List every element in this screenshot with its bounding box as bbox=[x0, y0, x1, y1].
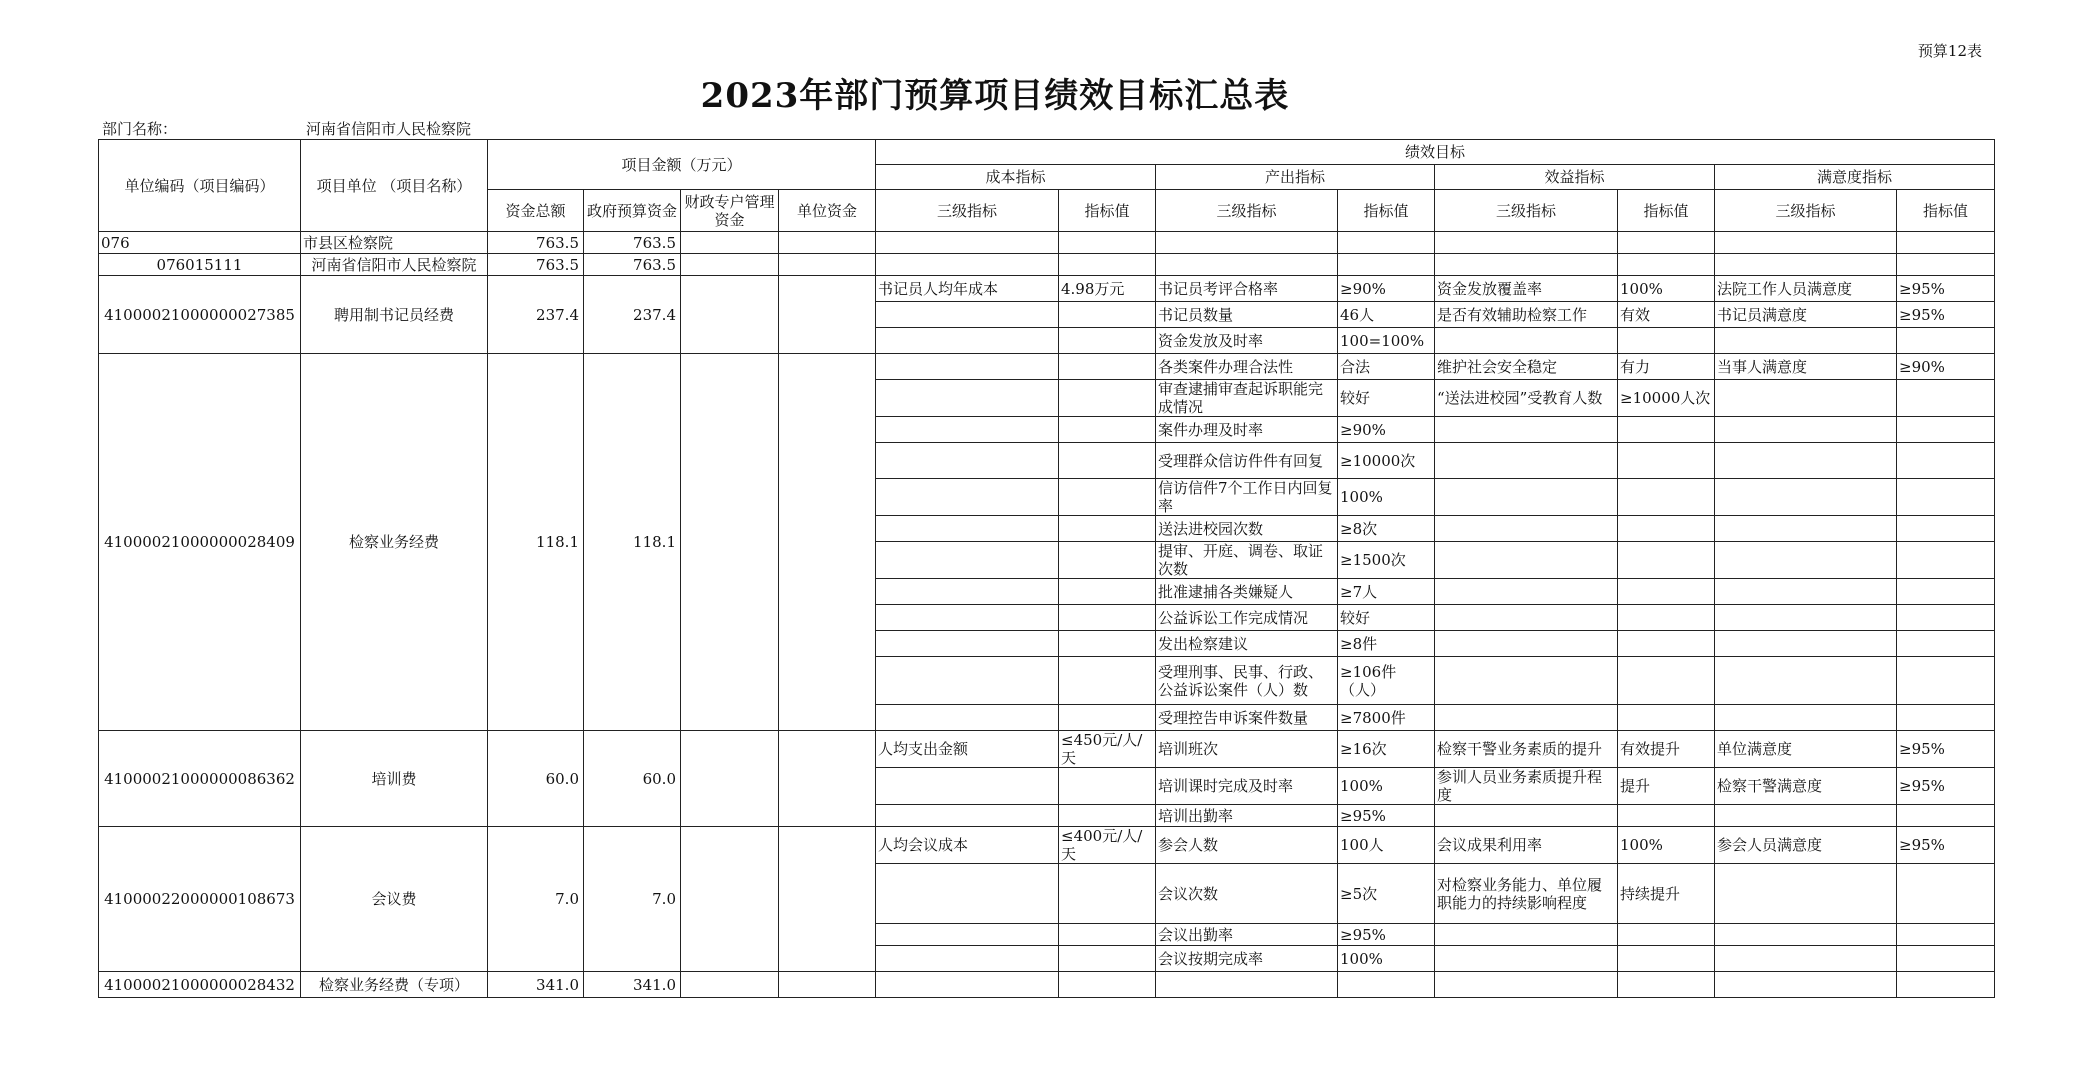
benefit-value-cell bbox=[1618, 924, 1715, 946]
satisfaction-indicator-cell bbox=[1715, 657, 1897, 705]
benefit-value-cell bbox=[1618, 946, 1715, 972]
table-row bbox=[99, 232, 1995, 254]
benefit-value-cell bbox=[1618, 516, 1715, 542]
output-value-cell: ≥90% bbox=[1338, 417, 1435, 443]
benefit-indicator-cell bbox=[1435, 705, 1618, 731]
department-label: 部门名称： bbox=[102, 120, 178, 138]
benefit-value-cell bbox=[1618, 631, 1715, 657]
gov-budget-cell: 341.0 bbox=[584, 972, 681, 998]
project-name-cell: 检察业务经费 bbox=[301, 354, 488, 731]
header-satisfaction-value: 指标值 bbox=[1897, 190, 1995, 232]
header-satisfaction-category: 满意度指标 bbox=[1715, 165, 1995, 190]
satisfaction-indicator-cell bbox=[1715, 924, 1897, 946]
output-indicator-cell: 培训班次 bbox=[1156, 731, 1338, 768]
project-name-cell: 河南省信阳市人民检察院 bbox=[301, 254, 488, 276]
table-row bbox=[99, 827, 1995, 864]
satisfaction-value-cell bbox=[1897, 542, 1995, 579]
cost-value-cell bbox=[1059, 542, 1156, 579]
satisfaction-value-cell bbox=[1897, 924, 1995, 946]
special-account-cell bbox=[681, 232, 779, 254]
total-fund-cell: 7.0 bbox=[488, 827, 584, 972]
satisfaction-value-cell bbox=[1897, 946, 1995, 972]
satisfaction-value-cell bbox=[1897, 232, 1995, 254]
cost-value-cell: ≤400元/人/天 bbox=[1059, 827, 1156, 864]
output-indicator-cell: 受理控告申诉案件数量 bbox=[1156, 705, 1338, 731]
department-value: 河南省信阳市人民检察院 bbox=[306, 120, 472, 138]
performance-table bbox=[98, 139, 1995, 998]
output-indicator-cell: 会议按期完成率 bbox=[1156, 946, 1338, 972]
cost-indicator-cell bbox=[876, 605, 1059, 631]
header-performance-group: 绩效目标 bbox=[876, 140, 1995, 165]
output-value-cell: ≥8次 bbox=[1338, 516, 1435, 542]
header-special-account: 财政专户管理资金 bbox=[681, 190, 779, 232]
gov-budget-cell: 118.1 bbox=[584, 354, 681, 731]
benefit-value-cell: 持续提升 bbox=[1618, 864, 1715, 924]
cost-value-cell: ≤450元/人/天 bbox=[1059, 731, 1156, 768]
satisfaction-value-cell: ≥95% bbox=[1897, 302, 1995, 328]
benefit-value-cell bbox=[1618, 705, 1715, 731]
cost-indicator-cell bbox=[876, 328, 1059, 354]
satisfaction-indicator-cell bbox=[1715, 328, 1897, 354]
benefit-value-cell bbox=[1618, 479, 1715, 516]
unit-code-cell: 076 bbox=[99, 232, 301, 254]
satisfaction-value-cell bbox=[1897, 972, 1995, 998]
header-cost-category: 成本指标 bbox=[876, 165, 1156, 190]
gov-budget-cell: 237.4 bbox=[584, 276, 681, 354]
output-indicator-cell: 发出检察建议 bbox=[1156, 631, 1338, 657]
cost-indicator-cell bbox=[876, 232, 1059, 254]
project-name-cell: 培训费 bbox=[301, 731, 488, 827]
benefit-value-cell bbox=[1618, 579, 1715, 605]
benefit-indicator-cell: 资金发放覆盖率 bbox=[1435, 276, 1618, 302]
unit-code-cell: 41000021000000028432 bbox=[99, 972, 301, 998]
satisfaction-value-cell: ≥95% bbox=[1897, 276, 1995, 302]
output-value-cell: 100% bbox=[1338, 768, 1435, 805]
benefit-indicator-cell bbox=[1435, 579, 1618, 605]
benefit-indicator-cell: 对检察业务能力、单位履职能力的持续影响程度 bbox=[1435, 864, 1618, 924]
benefit-value-cell: 有效 bbox=[1618, 302, 1715, 328]
unit-code-cell: 41000021000000028409 bbox=[99, 354, 301, 731]
special-account-cell bbox=[681, 254, 779, 276]
satisfaction-indicator-cell: 书记员满意度 bbox=[1715, 302, 1897, 328]
satisfaction-value-cell bbox=[1897, 479, 1995, 516]
cost-indicator-cell: 人均支出金额 bbox=[876, 731, 1059, 768]
unit-fund-cell bbox=[779, 354, 876, 731]
table-row bbox=[99, 354, 1995, 380]
satisfaction-value-cell bbox=[1897, 864, 1995, 924]
benefit-value-cell bbox=[1618, 972, 1715, 998]
header-benefit-level3: 三级指标 bbox=[1435, 190, 1618, 232]
output-indicator-cell: 会议出勤率 bbox=[1156, 924, 1338, 946]
special-account-cell bbox=[681, 354, 779, 731]
output-indicator-cell: 信访信件7个工作日内回复率 bbox=[1156, 479, 1338, 516]
cost-value-cell bbox=[1059, 302, 1156, 328]
cost-indicator-cell bbox=[876, 864, 1059, 924]
cost-indicator-cell bbox=[876, 946, 1059, 972]
output-value-cell: ≥95% bbox=[1338, 805, 1435, 827]
benefit-indicator-cell bbox=[1435, 924, 1618, 946]
output-indicator-cell: 资金发放及时率 bbox=[1156, 328, 1338, 354]
benefit-value-cell bbox=[1618, 805, 1715, 827]
output-value-cell: ≥16次 bbox=[1338, 731, 1435, 768]
benefit-value-cell bbox=[1618, 254, 1715, 276]
cost-value-cell bbox=[1059, 946, 1156, 972]
unit-fund-cell bbox=[779, 276, 876, 354]
benefit-indicator-cell: 参训人员业务素质提升程度 bbox=[1435, 768, 1618, 805]
benefit-indicator-cell: 会议成果利用率 bbox=[1435, 827, 1618, 864]
benefit-indicator-cell: 检察干警业务素质的提升 bbox=[1435, 731, 1618, 768]
output-indicator-cell: 培训课时完成及时率 bbox=[1156, 768, 1338, 805]
satisfaction-indicator-cell bbox=[1715, 443, 1897, 479]
cost-value-cell bbox=[1059, 516, 1156, 542]
header-amount-group: 项目金额（万元） bbox=[488, 140, 876, 190]
benefit-indicator-cell bbox=[1435, 417, 1618, 443]
total-fund-cell: 763.5 bbox=[488, 254, 584, 276]
cost-value-cell bbox=[1059, 972, 1156, 998]
benefit-indicator-cell: “送法进校园”受教育人数 bbox=[1435, 380, 1618, 417]
cost-indicator-cell bbox=[876, 380, 1059, 417]
benefit-value-cell bbox=[1618, 605, 1715, 631]
cost-indicator-cell bbox=[876, 631, 1059, 657]
cost-value-cell bbox=[1059, 631, 1156, 657]
project-name-cell: 聘用制书记员经费 bbox=[301, 276, 488, 354]
satisfaction-indicator-cell bbox=[1715, 605, 1897, 631]
cost-indicator-cell bbox=[876, 924, 1059, 946]
header-cost-value: 指标值 bbox=[1059, 190, 1156, 232]
unit-fund-cell bbox=[779, 232, 876, 254]
output-value-cell: ≥8件 bbox=[1338, 631, 1435, 657]
unit-code-cell: 41000021000000086362 bbox=[99, 731, 301, 827]
satisfaction-value-cell bbox=[1897, 254, 1995, 276]
output-indicator-cell: 审查逮捕审查起诉职能完成情况 bbox=[1156, 380, 1338, 417]
cost-value-cell bbox=[1059, 805, 1156, 827]
satisfaction-value-cell: ≥95% bbox=[1897, 768, 1995, 805]
header-output-level3: 三级指标 bbox=[1156, 190, 1338, 232]
cost-value-cell bbox=[1059, 605, 1156, 631]
satisfaction-indicator-cell bbox=[1715, 972, 1897, 998]
satisfaction-indicator-cell bbox=[1715, 232, 1897, 254]
satisfaction-value-cell: ≥95% bbox=[1897, 827, 1995, 864]
benefit-value-cell: 有力 bbox=[1618, 354, 1715, 380]
cost-indicator-cell bbox=[876, 516, 1059, 542]
table-row bbox=[99, 276, 1995, 302]
output-indicator-cell: 公益诉讼工作完成情况 bbox=[1156, 605, 1338, 631]
satisfaction-value-cell bbox=[1897, 579, 1995, 605]
satisfaction-indicator-cell bbox=[1715, 542, 1897, 579]
output-indicator-cell: 提审、开庭、调卷、取证次数 bbox=[1156, 542, 1338, 579]
page-title: 2023年部门预算项目绩效目标汇总表 bbox=[700, 76, 1290, 116]
output-value-cell: ≥10000次 bbox=[1338, 443, 1435, 479]
output-indicator-cell: 案件办理及时率 bbox=[1156, 417, 1338, 443]
total-fund-cell: 60.0 bbox=[488, 731, 584, 827]
unit-code-cell: 41000021000000027385 bbox=[99, 276, 301, 354]
header-cost-level3: 三级指标 bbox=[876, 190, 1059, 232]
satisfaction-value-cell bbox=[1897, 605, 1995, 631]
satisfaction-value-cell bbox=[1897, 380, 1995, 417]
output-indicator-cell: 各类案件办理合法性 bbox=[1156, 354, 1338, 380]
satisfaction-indicator-cell bbox=[1715, 516, 1897, 542]
satisfaction-indicator-cell bbox=[1715, 417, 1897, 443]
output-value-cell: ≥95% bbox=[1338, 924, 1435, 946]
satisfaction-value-cell bbox=[1897, 805, 1995, 827]
output-value-cell: 较好 bbox=[1338, 380, 1435, 417]
satisfaction-indicator-cell bbox=[1715, 631, 1897, 657]
benefit-value-cell bbox=[1618, 417, 1715, 443]
benefit-value-cell: 提升 bbox=[1618, 768, 1715, 805]
output-value-cell bbox=[1338, 972, 1435, 998]
benefit-value-cell: 100% bbox=[1618, 276, 1715, 302]
satisfaction-indicator-cell bbox=[1715, 579, 1897, 605]
cost-value-cell bbox=[1059, 579, 1156, 605]
gov-budget-cell: 60.0 bbox=[584, 731, 681, 827]
header-output-value: 指标值 bbox=[1338, 190, 1435, 232]
output-value-cell: ≥1500次 bbox=[1338, 542, 1435, 579]
cost-value-cell bbox=[1059, 380, 1156, 417]
total-fund-cell: 118.1 bbox=[488, 354, 584, 731]
header-unit-code: 单位编码（项目编码） bbox=[99, 140, 301, 232]
output-value-cell: ≥7800件 bbox=[1338, 705, 1435, 731]
cost-indicator-cell bbox=[876, 354, 1059, 380]
benefit-indicator-cell bbox=[1435, 542, 1618, 579]
cost-indicator-cell bbox=[876, 443, 1059, 479]
header-benefit-value: 指标值 bbox=[1618, 190, 1715, 232]
satisfaction-indicator-cell: 检察干警满意度 bbox=[1715, 768, 1897, 805]
cost-indicator-cell bbox=[876, 705, 1059, 731]
cost-indicator-cell bbox=[876, 972, 1059, 998]
output-indicator-cell: 送法进校园次数 bbox=[1156, 516, 1338, 542]
satisfaction-indicator-cell bbox=[1715, 380, 1897, 417]
output-value-cell: ≥5次 bbox=[1338, 864, 1435, 924]
benefit-indicator-cell bbox=[1435, 972, 1618, 998]
cost-indicator-cell bbox=[876, 579, 1059, 605]
cost-indicator-cell bbox=[876, 657, 1059, 705]
satisfaction-indicator-cell bbox=[1715, 805, 1897, 827]
satisfaction-value-cell: ≥90% bbox=[1897, 354, 1995, 380]
output-value-cell: 合法 bbox=[1338, 354, 1435, 380]
output-indicator-cell bbox=[1156, 972, 1338, 998]
benefit-value-cell bbox=[1618, 542, 1715, 579]
benefit-indicator-cell bbox=[1435, 328, 1618, 354]
header-benefit-category: 效益指标 bbox=[1435, 165, 1715, 190]
output-value-cell bbox=[1338, 232, 1435, 254]
cost-value-cell bbox=[1059, 254, 1156, 276]
unit-fund-cell bbox=[779, 972, 876, 998]
output-indicator-cell: 受理群众信访件件有回复 bbox=[1156, 443, 1338, 479]
satisfaction-indicator-cell bbox=[1715, 479, 1897, 516]
cost-indicator-cell: 书记员人均年成本 bbox=[876, 276, 1059, 302]
output-value-cell: ≥106件（人） bbox=[1338, 657, 1435, 705]
satisfaction-value-cell bbox=[1897, 657, 1995, 705]
cost-indicator-cell bbox=[876, 254, 1059, 276]
satisfaction-value-cell bbox=[1897, 443, 1995, 479]
benefit-value-cell: 有效提升 bbox=[1618, 731, 1715, 768]
benefit-value-cell bbox=[1618, 657, 1715, 705]
output-indicator-cell bbox=[1156, 254, 1338, 276]
output-indicator-cell: 培训出勤率 bbox=[1156, 805, 1338, 827]
cost-indicator-cell bbox=[876, 542, 1059, 579]
output-indicator-cell: 受理刑事、民事、行政、公益诉讼案件（人）数 bbox=[1156, 657, 1338, 705]
output-indicator-cell: 会议次数 bbox=[1156, 864, 1338, 924]
benefit-indicator-cell bbox=[1435, 232, 1618, 254]
cost-value-cell bbox=[1059, 443, 1156, 479]
cost-indicator-cell bbox=[876, 768, 1059, 805]
table-number: 预算12表 bbox=[1917, 42, 1982, 60]
benefit-indicator-cell: 是否有效辅助检察工作 bbox=[1435, 302, 1618, 328]
satisfaction-indicator-cell bbox=[1715, 864, 1897, 924]
cost-value-cell bbox=[1059, 924, 1156, 946]
header-satisfaction-level3: 三级指标 bbox=[1715, 190, 1897, 232]
benefit-value-cell: 100% bbox=[1618, 827, 1715, 864]
cost-value-cell bbox=[1059, 354, 1156, 380]
benefit-indicator-cell bbox=[1435, 254, 1618, 276]
satisfaction-value-cell bbox=[1897, 328, 1995, 354]
special-account-cell bbox=[681, 276, 779, 354]
satisfaction-indicator-cell: 当事人满意度 bbox=[1715, 354, 1897, 380]
satisfaction-value-cell bbox=[1897, 516, 1995, 542]
cost-value-cell bbox=[1059, 864, 1156, 924]
special-account-cell bbox=[681, 731, 779, 827]
output-value-cell: 100% bbox=[1338, 479, 1435, 516]
unit-fund-cell bbox=[779, 731, 876, 827]
satisfaction-indicator-cell bbox=[1715, 705, 1897, 731]
cost-indicator-cell bbox=[876, 302, 1059, 328]
cost-value-cell bbox=[1059, 417, 1156, 443]
unit-code-cell: 076015111 bbox=[99, 254, 301, 276]
cost-value-cell bbox=[1059, 232, 1156, 254]
output-value-cell bbox=[1338, 254, 1435, 276]
benefit-indicator-cell bbox=[1435, 805, 1618, 827]
project-name-cell: 会议费 bbox=[301, 827, 488, 972]
benefit-value-cell: ≥10000人次 bbox=[1618, 380, 1715, 417]
header-gov-budget: 政府预算资金 bbox=[584, 190, 681, 232]
satisfaction-indicator-cell bbox=[1715, 254, 1897, 276]
cost-indicator-cell: 人均会议成本 bbox=[876, 827, 1059, 864]
output-indicator-cell: 书记员考评合格率 bbox=[1156, 276, 1338, 302]
cost-value-cell bbox=[1059, 657, 1156, 705]
satisfaction-indicator-cell bbox=[1715, 946, 1897, 972]
benefit-value-cell bbox=[1618, 443, 1715, 479]
total-fund-cell: 237.4 bbox=[488, 276, 584, 354]
unit-code-cell: 41000022000000108673 bbox=[99, 827, 301, 972]
header-unit-fund: 单位资金 bbox=[779, 190, 876, 232]
satisfaction-indicator-cell: 参会人员满意度 bbox=[1715, 827, 1897, 864]
satisfaction-value-cell bbox=[1897, 705, 1995, 731]
header-total-fund: 资金总额 bbox=[488, 190, 584, 232]
benefit-indicator-cell bbox=[1435, 516, 1618, 542]
benefit-indicator-cell bbox=[1435, 657, 1618, 705]
unit-fund-cell bbox=[779, 827, 876, 972]
header-unit-name: 项目单位 （项目名称） bbox=[301, 140, 488, 232]
header-output-category: 产出指标 bbox=[1156, 165, 1435, 190]
output-indicator-cell: 批准逮捕各类嫌疑人 bbox=[1156, 579, 1338, 605]
output-value-cell: 46人 bbox=[1338, 302, 1435, 328]
cost-indicator-cell bbox=[876, 805, 1059, 827]
cost-value-cell bbox=[1059, 768, 1156, 805]
output-value-cell: 100% bbox=[1338, 946, 1435, 972]
project-name-cell: 检察业务经费（专项） bbox=[301, 972, 488, 998]
gov-budget-cell: 7.0 bbox=[584, 827, 681, 972]
total-fund-cell: 341.0 bbox=[488, 972, 584, 998]
output-value-cell: 100=100% bbox=[1338, 328, 1435, 354]
total-fund-cell: 763.5 bbox=[488, 232, 584, 254]
cost-value-cell: 4.98万元 bbox=[1059, 276, 1156, 302]
benefit-indicator-cell bbox=[1435, 605, 1618, 631]
output-value-cell: 较好 bbox=[1338, 605, 1435, 631]
cost-indicator-cell bbox=[876, 479, 1059, 516]
output-value-cell: ≥90% bbox=[1338, 276, 1435, 302]
benefit-value-cell bbox=[1618, 328, 1715, 354]
output-indicator-cell: 书记员数量 bbox=[1156, 302, 1338, 328]
benefit-indicator-cell bbox=[1435, 443, 1618, 479]
benefit-indicator-cell: 维护社会安全稳定 bbox=[1435, 354, 1618, 380]
output-indicator-cell: 参会人数 bbox=[1156, 827, 1338, 864]
output-value-cell: ≥7人 bbox=[1338, 579, 1435, 605]
special-account-cell bbox=[681, 972, 779, 998]
output-indicator-cell bbox=[1156, 232, 1338, 254]
cost-value-cell bbox=[1059, 705, 1156, 731]
table-row bbox=[99, 972, 1995, 998]
satisfaction-indicator-cell: 单位满意度 bbox=[1715, 731, 1897, 768]
benefit-indicator-cell bbox=[1435, 479, 1618, 516]
unit-fund-cell bbox=[779, 254, 876, 276]
satisfaction-value-cell bbox=[1897, 631, 1995, 657]
satisfaction-indicator-cell: 法院工作人员满意度 bbox=[1715, 276, 1897, 302]
department-line bbox=[102, 118, 472, 139]
table-row bbox=[99, 254, 1995, 276]
gov-budget-cell: 763.5 bbox=[584, 232, 681, 254]
satisfaction-value-cell: ≥95% bbox=[1897, 731, 1995, 768]
cost-value-cell bbox=[1059, 328, 1156, 354]
project-name-cell: 市县区检察院 bbox=[301, 232, 488, 254]
benefit-value-cell bbox=[1618, 232, 1715, 254]
satisfaction-value-cell bbox=[1897, 417, 1995, 443]
table-row bbox=[99, 731, 1995, 768]
benefit-indicator-cell bbox=[1435, 631, 1618, 657]
cost-indicator-cell bbox=[876, 417, 1059, 443]
cost-value-cell bbox=[1059, 479, 1156, 516]
gov-budget-cell: 763.5 bbox=[584, 254, 681, 276]
benefit-indicator-cell bbox=[1435, 946, 1618, 972]
output-value-cell: 100人 bbox=[1338, 827, 1435, 864]
special-account-cell bbox=[681, 827, 779, 972]
